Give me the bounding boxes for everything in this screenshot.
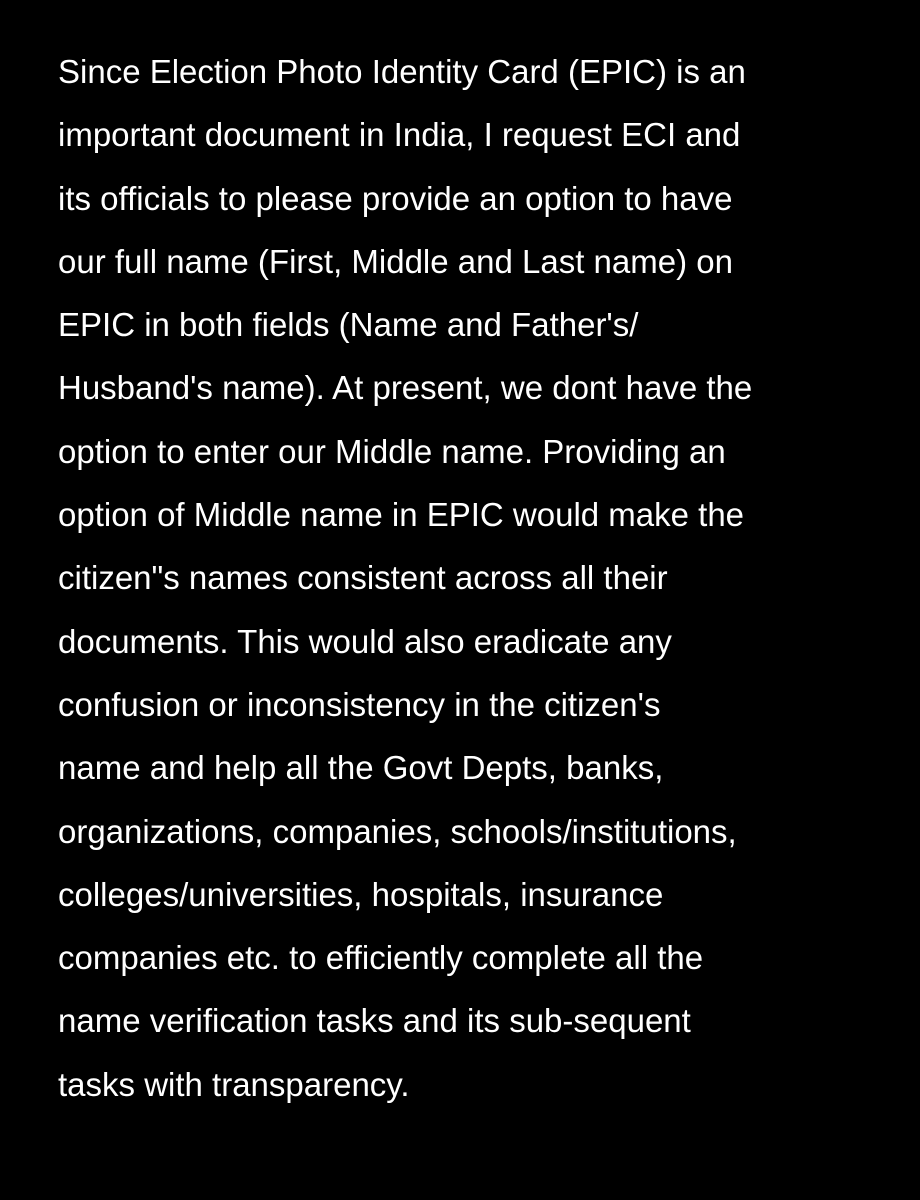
body-text [58, 40, 898, 1116]
text-line: our full name (First, Middle and Last name) on [58, 242, 733, 280]
text-line: Since Election Photo Identity Card (EPIC) is an [58, 53, 746, 90]
text-line: colleges/universities, hospitals, insurance [58, 875, 664, 913]
text-line: option to enter our Middle name. Providing an [58, 432, 726, 470]
text-line: documents. This would also eradicate any [58, 622, 672, 660]
text-line: confusion or inconsistency in the citizen's [58, 685, 661, 723]
text-line: companies etc. to efficiently complete all the [58, 939, 704, 977]
text-line: important document in India, I request ECI and [58, 116, 741, 154]
text-line: name verification tasks and its sub-sequent [58, 1002, 691, 1040]
text-line: name and help all the Govt Depts, banks, [58, 749, 664, 787]
text-line: organizations, companies, schools/institutions, [58, 812, 737, 850]
text-line: tasks with transparency. [58, 1065, 410, 1103]
text-line: EPIC in both fields (Name and Father's/ [58, 306, 639, 344]
text-line: option of Middle name in EPIC would make the [58, 496, 745, 534]
text-line: Husband's name). At present, we dont have the [58, 369, 753, 407]
text-line: its officials to please provide an option to have [58, 179, 733, 217]
text-line: citizen"s names consistent across all their [58, 559, 668, 597]
